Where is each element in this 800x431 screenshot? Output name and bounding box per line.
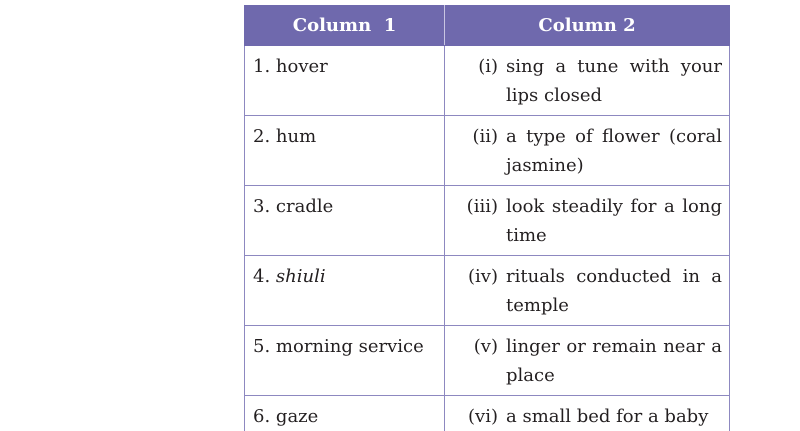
column-1-header: Column 1 [245, 6, 445, 46]
column-1-cell [245, 46, 445, 116]
column-2-cell [445, 256, 730, 326]
meaning-roman-numeral: (ii) [445, 122, 506, 180]
word-number: 3. [253, 196, 270, 217]
word-text: hum [276, 126, 316, 147]
meaning-text: a type of flower (coral jasmine) [506, 122, 722, 180]
meaning-roman-numeral: (vi) [445, 402, 506, 431]
table-row [245, 396, 730, 431]
match-table-container [244, 5, 729, 431]
word-number: 4. [253, 266, 270, 287]
meaning-roman-numeral: (iii) [445, 192, 506, 250]
column-2-cell [445, 326, 730, 396]
column-1-cell [245, 396, 445, 431]
column-2-cell [445, 396, 730, 431]
word-text: shiuli [276, 266, 326, 287]
table-row [245, 186, 730, 256]
word-text: morning service [276, 336, 424, 357]
column-2-cell [445, 46, 730, 116]
table-row [245, 326, 730, 396]
meaning-roman-numeral: (iv) [445, 262, 506, 320]
column-1-cell [245, 256, 445, 326]
word-number: 6. [253, 406, 270, 427]
table-row [245, 46, 730, 116]
column-2-cell [445, 116, 730, 186]
column-2-cell [445, 186, 730, 256]
word-number: 2. [253, 126, 270, 147]
meaning-text: a small bed for a baby [506, 402, 722, 431]
column-1-cell [245, 186, 445, 256]
meaning-text: linger or remain near a place [506, 332, 722, 390]
word-text: cradle [276, 196, 333, 217]
table-row [245, 116, 730, 186]
meaning-text: sing a tune with your lips closed [506, 52, 722, 110]
word-number: 1. [253, 56, 270, 77]
match-the-columns-table [244, 5, 730, 431]
column-1-cell [245, 116, 445, 186]
table-header-row [245, 6, 730, 46]
table-row [245, 256, 730, 326]
meaning-roman-numeral: (i) [445, 52, 506, 110]
word-text: hover [276, 56, 328, 77]
word-text: gaze [276, 406, 318, 427]
column-2-header: Column 2 [445, 6, 730, 46]
meaning-text: look steadily for a long time [506, 192, 722, 250]
meaning-text: rituals conducted in a temple [506, 262, 722, 320]
meaning-roman-numeral: (v) [445, 332, 506, 390]
column-1-cell [245, 326, 445, 396]
word-number: 5. [253, 336, 270, 357]
